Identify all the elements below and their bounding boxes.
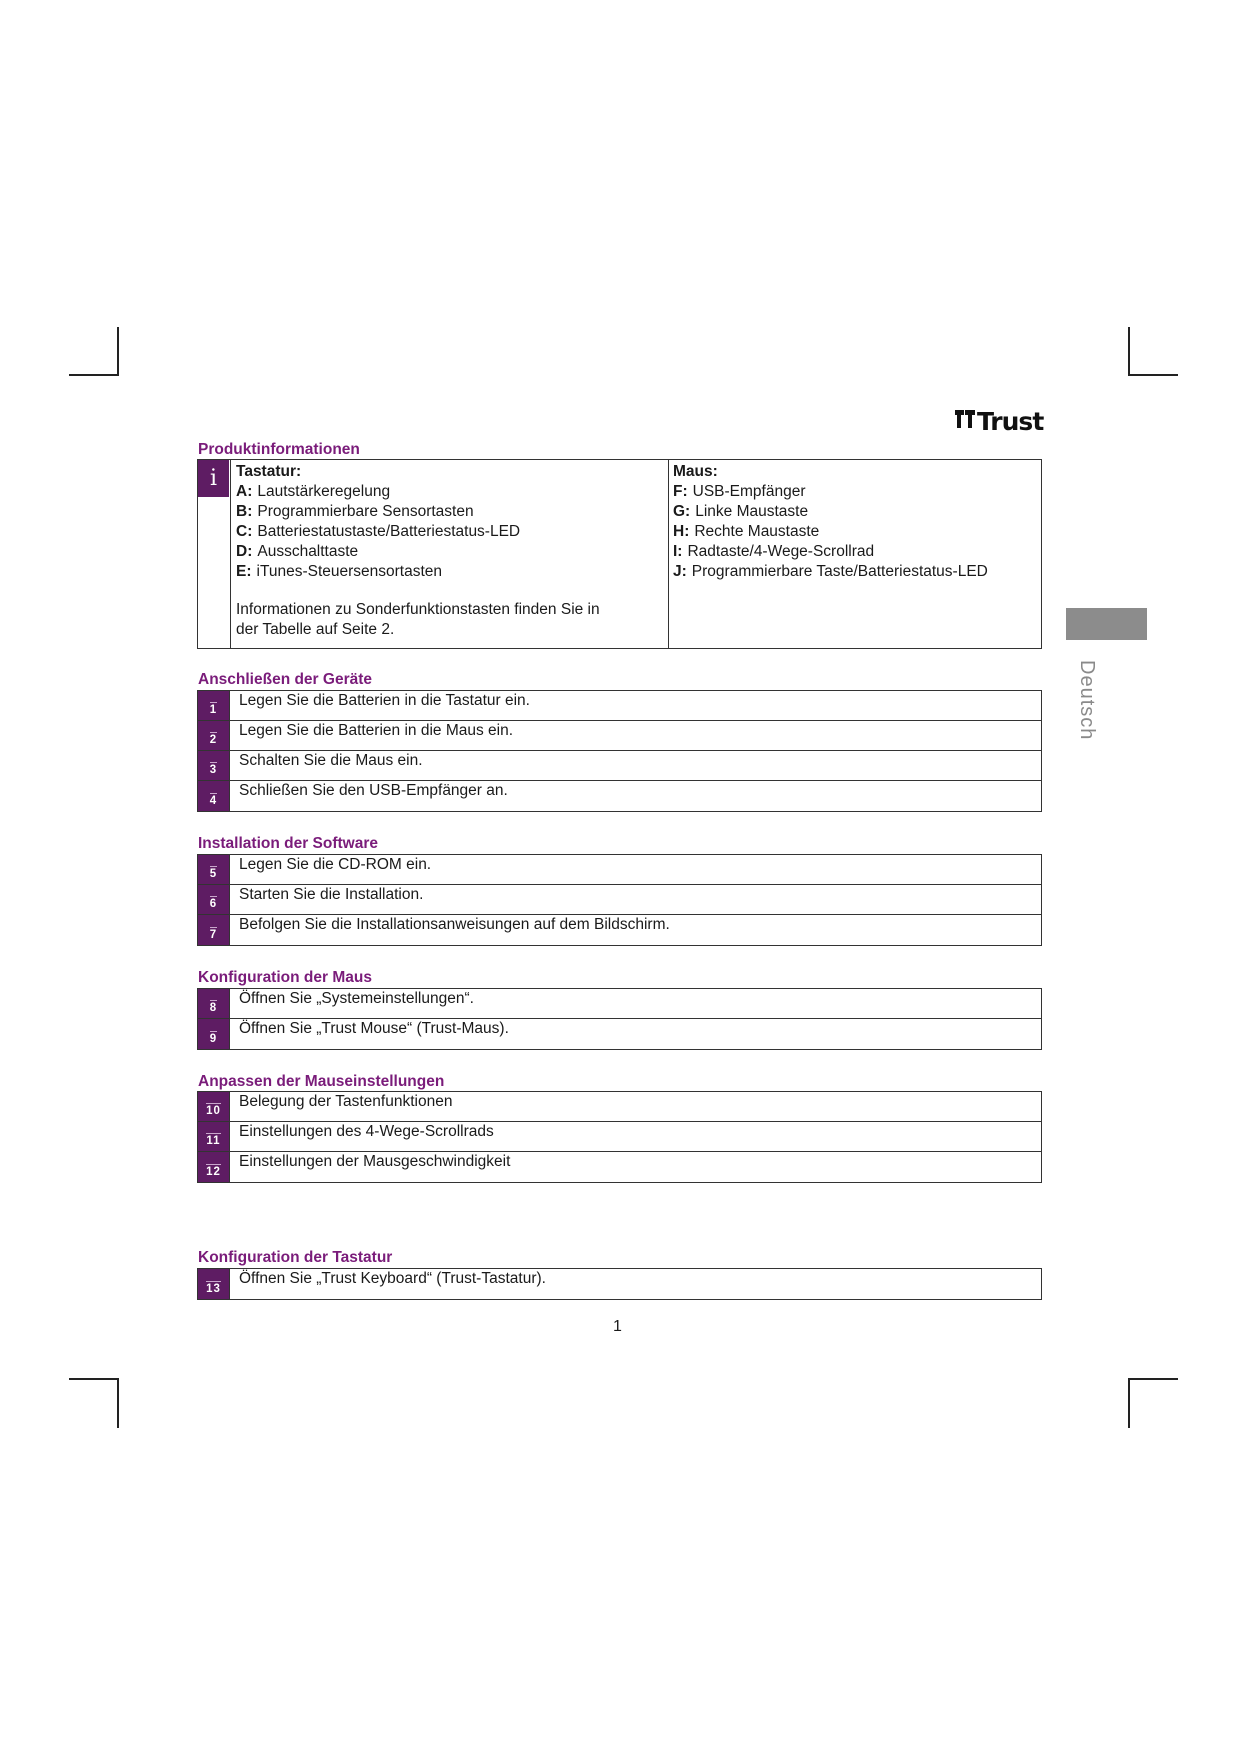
crop-mark-tr-h <box>1128 374 1178 376</box>
trust-logo-text: Trust <box>977 407 1044 436</box>
step-number: 7 <box>198 915 230 945</box>
crop-mark-tl-v <box>117 327 119 376</box>
steps-mouse-config <box>197 988 1042 1050</box>
step-text: Befolgen Sie die Installationsanweisungen auf dem Bildschirm. <box>239 916 670 933</box>
step-text: Belegung der Tastenfunktionen <box>239 1093 453 1110</box>
step-text: Schalten Sie die Maus ein. <box>239 752 423 769</box>
step-number: 13 <box>198 1269 230 1299</box>
step-number: 5 <box>198 855 230 884</box>
step-text: Öffnen Sie „Trust Mouse“ (Trust-Maus). <box>239 1020 509 1037</box>
step-row <box>198 1019 1041 1049</box>
mouse-item: H: Rechte Maustaste <box>673 523 820 540</box>
steps-software <box>197 854 1042 946</box>
crop-mark-tr-v <box>1128 327 1130 376</box>
step-row <box>198 885 1041 915</box>
step-row <box>198 1269 1041 1299</box>
keyboard-item: A: Lautstärkeregelung <box>236 483 391 500</box>
step-number: 11 <box>198 1122 230 1151</box>
step-row <box>198 721 1041 751</box>
section-title-keyboard-config: Konfiguration der Tastatur <box>198 1249 393 1266</box>
mouse-heading: Maus: <box>673 463 718 480</box>
step-text: Starten Sie die Installation. <box>239 886 424 903</box>
step-number: 9 <box>198 1019 230 1049</box>
step-text: Öffnen Sie „Trust Keyboard“ (Trust-Tastatur). <box>239 1270 546 1287</box>
language-tab <box>1066 608 1147 640</box>
step-text: Legen Sie die CD-ROM ein. <box>239 856 432 873</box>
step-number: 2 <box>198 721 230 750</box>
language-label: Deutsch <box>1076 660 1098 741</box>
step-text: Legen Sie die Batterien in die Tastatur ein. <box>239 692 530 709</box>
step-number: 10 <box>198 1092 230 1121</box>
mouse-item: J: Programmierbare Taste/Batteriestatus-LED <box>673 563 988 580</box>
section-title-connect: Anschließen der Geräte <box>198 671 373 688</box>
step-number: 8 <box>198 989 230 1018</box>
section-title-mouse-settings: Anpassen der Mauseinstellungen <box>198 1073 445 1090</box>
mouse-column <box>669 460 1041 648</box>
keyboard-column <box>231 460 669 648</box>
step-text: Einstellungen des 4-Wege-Scrollrads <box>239 1123 494 1140</box>
step-text: Schließen Sie den USB-Empfänger an. <box>239 782 508 799</box>
info-icon-column <box>198 460 231 648</box>
keyboard-heading: Tastatur: <box>236 463 302 480</box>
steps-keyboard-config <box>197 1268 1042 1300</box>
step-text: Legen Sie die Batterien in die Maus ein. <box>239 722 514 739</box>
step-number: 6 <box>198 885 230 914</box>
step-row <box>198 1152 1041 1182</box>
trust-logo <box>955 407 1043 436</box>
keyboard-item: C: Batteriestatustaste/Batteriestatus-LED <box>236 523 521 540</box>
step-row <box>198 855 1041 885</box>
crop-mark-bl-v <box>117 1378 119 1428</box>
section-title-software: Installation der Software <box>198 835 379 852</box>
mouse-item: I: Radtaste/4-Wege-Scrollrad <box>673 543 875 560</box>
step-number: 3 <box>198 751 230 780</box>
crop-mark-br-h <box>1128 1378 1178 1380</box>
step-row <box>198 915 1041 945</box>
step-text: Öffnen Sie „Systemeinstellungen“. <box>239 990 474 1007</box>
step-number: 12 <box>198 1152 230 1182</box>
page-number: 1 <box>613 1318 622 1335</box>
product-info-box <box>197 459 1042 649</box>
keyboard-item: E: iTunes-Steuersensortasten <box>236 563 443 580</box>
mouse-item: F: USB-Empfänger <box>673 483 806 500</box>
keyboard-item: B: Programmierbare Sensortasten <box>236 503 474 520</box>
mouse-item: G: Linke Maustaste <box>673 503 809 520</box>
crop-mark-br-v <box>1128 1378 1130 1428</box>
step-row <box>198 1122 1041 1152</box>
trust-logo-icon <box>955 407 975 436</box>
crop-mark-tl-h <box>69 374 119 376</box>
section-title-product-info: Produktinformationen <box>198 441 360 458</box>
step-number: 4 <box>198 781 230 811</box>
section-title-mouse-config: Konfiguration der Maus <box>198 969 372 986</box>
steps-connect <box>197 690 1042 812</box>
step-row <box>198 989 1041 1019</box>
step-row <box>198 781 1041 811</box>
crop-mark-bl-h <box>69 1378 119 1380</box>
keyboard-item: D: Ausschalttaste <box>236 543 359 560</box>
steps-mouse-settings <box>197 1091 1042 1183</box>
step-text: Einstellungen der Mausgeschwindigkeit <box>239 1153 511 1170</box>
step-row <box>198 751 1041 781</box>
step-number: 1 <box>198 691 230 720</box>
step-row <box>198 691 1041 721</box>
keyboard-note: Informationen zu Sonderfunktionstasten finden Sie in der Tabelle auf Seite 2. <box>236 601 600 638</box>
info-icon: i <box>198 460 229 497</box>
step-row <box>198 1092 1041 1122</box>
